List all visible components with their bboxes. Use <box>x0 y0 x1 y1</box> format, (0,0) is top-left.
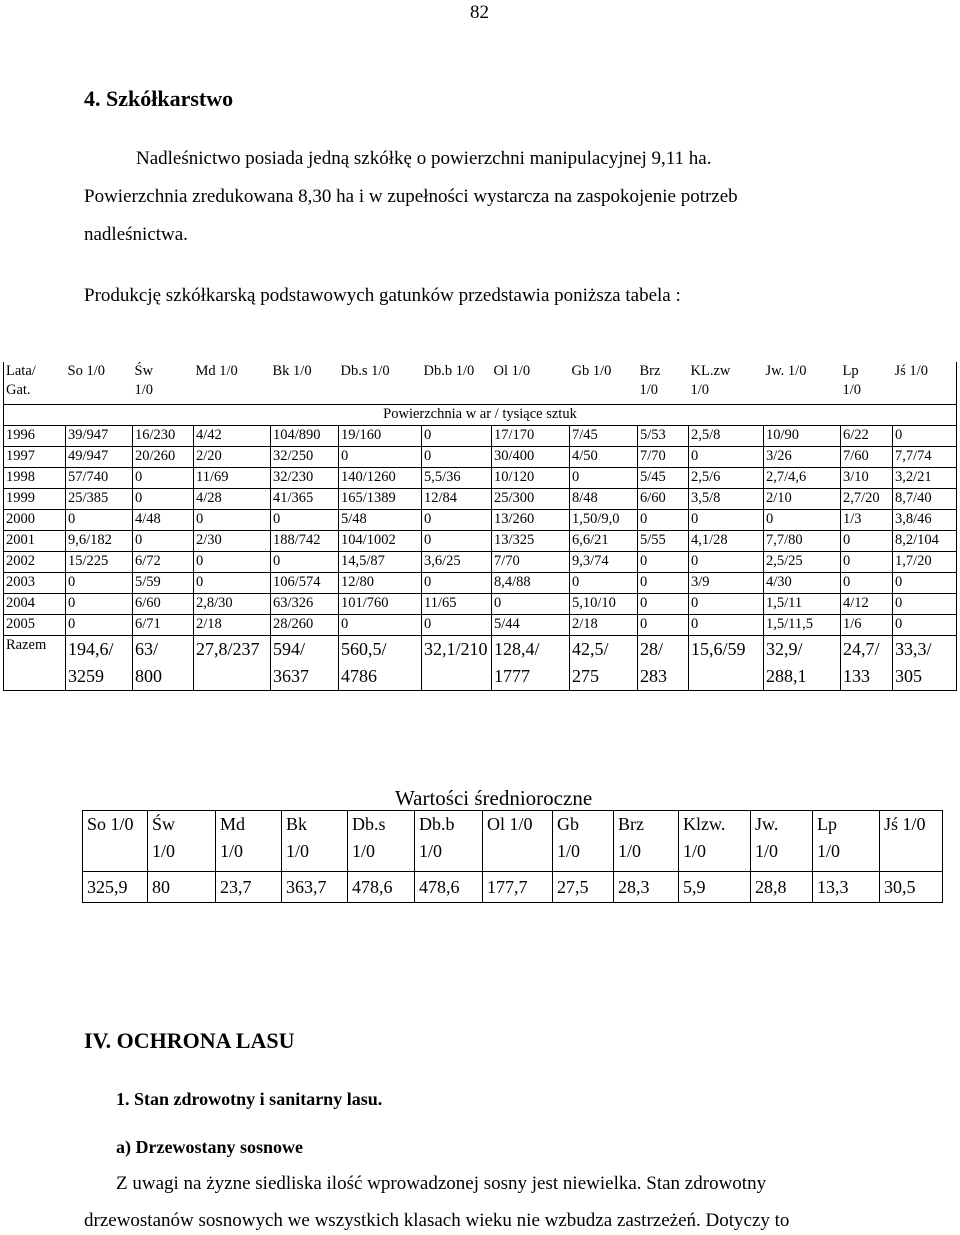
cell-line: 32,9/ <box>766 639 803 659</box>
table-cell: 11/69 <box>194 468 271 489</box>
averages-header-cell <box>415 811 483 872</box>
table-cell: 4,1/28 <box>689 531 764 552</box>
table-cell: 2/20 <box>194 447 271 468</box>
table-cell: 25/300 <box>492 489 570 510</box>
cell-line: Db.s <box>352 814 386 834</box>
table-cell: 2/30 <box>194 531 271 552</box>
table-cell: 5/55 <box>638 531 689 552</box>
averages-header-cell <box>348 811 415 872</box>
table-cell: 0 <box>422 447 492 468</box>
production-table-body <box>4 362 957 691</box>
cell-line: Ol 1/0 <box>487 814 533 834</box>
table-cell: 2/18 <box>194 615 271 636</box>
cell-line: Gat. <box>6 382 31 398</box>
header-cell <box>194 362 271 405</box>
table-cell: 39/947 <box>66 426 133 447</box>
header-cell <box>271 362 339 405</box>
table-cell: 10/120 <box>492 468 570 489</box>
cell-line: 28/ <box>640 639 664 659</box>
table-cell: 2,7/20 <box>841 489 893 510</box>
table-cell: 1/3 <box>841 510 893 531</box>
table-row <box>4 447 957 468</box>
table-cell: 0 <box>689 594 764 615</box>
header-cell <box>764 362 841 405</box>
total-cell <box>841 636 893 691</box>
header-cell <box>570 362 638 405</box>
table-cell: 1,5/11 <box>764 594 841 615</box>
table-cell: 3/9 <box>689 573 764 594</box>
cell-line: Klzw. <box>683 814 726 834</box>
total-cell <box>271 636 339 691</box>
table-cell: 32/250 <box>271 447 339 468</box>
cell-line: 1/0 <box>690 382 710 398</box>
table-cell: 0 <box>492 594 570 615</box>
subheader-cell: Powierzchnia w ar / tysiące sztuk <box>4 405 957 426</box>
cell-line: Św <box>134 363 154 379</box>
table-cell: 19/160 <box>339 426 422 447</box>
cell-line: 1/0 <box>842 382 862 398</box>
cell-line: 1/0 <box>618 841 642 861</box>
cell-line: 1/0 <box>286 841 310 861</box>
table-cell: 8,7/40 <box>893 489 957 510</box>
table-cell: 0 <box>422 531 492 552</box>
table-cell: 0 <box>66 573 133 594</box>
table-cell: 12/80 <box>339 573 422 594</box>
table-cell: 7,7/80 <box>764 531 841 552</box>
averages-value-cell: 5,9 <box>679 872 751 903</box>
table-cell: 3,6/25 <box>422 552 492 573</box>
year-cell: 2005 <box>4 615 66 636</box>
table-cell: 0 <box>422 615 492 636</box>
table-cell: 13/260 <box>492 510 570 531</box>
table-cell: 13/325 <box>492 531 570 552</box>
cell-line: 1/0 <box>419 841 443 861</box>
cell-line: Db.s 1/0 <box>340 363 390 379</box>
table-cell: 0 <box>133 531 194 552</box>
averages-value-cell: 80 <box>148 872 216 903</box>
averages-header-cell <box>216 811 282 872</box>
header-cell <box>841 362 893 405</box>
table-cell: 6/72 <box>133 552 194 573</box>
table-cell: 4/48 <box>133 510 194 531</box>
table-cell: 0 <box>339 447 422 468</box>
year-cell: 1996 <box>4 426 66 447</box>
table-cell: 12/84 <box>422 489 492 510</box>
averages-value-cell: 23,7 <box>216 872 282 903</box>
table-cell: 101/760 <box>339 594 422 615</box>
table-row <box>4 510 957 531</box>
table-cell: 188/742 <box>271 531 339 552</box>
table-cell: 5,10/10 <box>570 594 638 615</box>
table-cell: 4/42 <box>194 426 271 447</box>
averages-value-row <box>83 872 943 903</box>
cell-line: Razem <box>6 637 47 653</box>
averages-value-cell: 478,6 <box>348 872 415 903</box>
total-cell <box>66 636 133 691</box>
cell-line: 560,5/ <box>341 639 387 659</box>
averages-header-cell <box>880 811 943 872</box>
cell-line: 33,3/ <box>895 639 932 659</box>
header-cell <box>422 362 492 405</box>
header-cell <box>4 362 66 405</box>
cell-line: 27,8/237 <box>196 639 260 659</box>
table-cell: 7/70 <box>638 447 689 468</box>
cell-line: 288,1 <box>766 666 807 686</box>
table-cell: 8,4/88 <box>492 573 570 594</box>
year-cell: 2001 <box>4 531 66 552</box>
year-cell: 1997 <box>4 447 66 468</box>
table-cell: 0 <box>893 573 957 594</box>
year-cell: 2004 <box>4 594 66 615</box>
table-cell: 5/53 <box>638 426 689 447</box>
averages-value-cell: 177,7 <box>483 872 553 903</box>
cell-line: Jw. 1/0 <box>765 363 807 379</box>
cell-line: So 1/0 <box>67 363 105 379</box>
paragraph-line: Powierzchnia zredukowana 8,30 ha i w zupełności wystarcza na zaspokojenie potrzeb <box>84 186 738 207</box>
table-cell: 0 <box>133 489 194 510</box>
table-cell: 0 <box>133 468 194 489</box>
cell-line: Md 1/0 <box>195 363 238 379</box>
year-cell: 2000 <box>4 510 66 531</box>
section-title: 4. Szkółkarstwo <box>84 86 234 111</box>
table-cell: 0 <box>66 594 133 615</box>
cell-line: Jś 1/0 <box>894 363 928 379</box>
table-cell: 2,7/4,6 <box>764 468 841 489</box>
cell-line: Ol 1/0 <box>493 363 531 379</box>
averages-value-cell: 30,5 <box>880 872 943 903</box>
cell-line: 1/0 <box>557 841 581 861</box>
table-cell: 0 <box>570 468 638 489</box>
table-cell: 0 <box>689 447 764 468</box>
cell-line: Jś 1/0 <box>884 814 926 834</box>
table-cell: 0 <box>689 552 764 573</box>
averages-header-cell <box>553 811 614 872</box>
averages-table <box>82 810 943 903</box>
cell-line: 305 <box>895 666 922 686</box>
table-cell: 10/90 <box>764 426 841 447</box>
table-cell: 2/18 <box>570 615 638 636</box>
header-cell <box>638 362 689 405</box>
table-cell: 20/260 <box>133 447 194 468</box>
total-cell <box>422 636 492 691</box>
averages-header-cell <box>282 811 348 872</box>
averages-value-cell: 478,6 <box>415 872 483 903</box>
table-row <box>4 552 957 573</box>
cell-line: Jw. <box>755 814 779 834</box>
table-cell: 0 <box>422 426 492 447</box>
table-cell: 30/400 <box>492 447 570 468</box>
subsection-title: 1. Stan zdrowotny i sanitarny lasu. <box>116 1089 383 1109</box>
table-cell: 0 <box>271 510 339 531</box>
cell-line: 283 <box>640 666 667 686</box>
table-cell: 0 <box>271 552 339 573</box>
table-cell: 165/1389 <box>339 489 422 510</box>
production-table <box>3 362 957 691</box>
cell-line: 1/0 <box>755 841 779 861</box>
header-cell <box>339 362 422 405</box>
table-cell: 6/71 <box>133 615 194 636</box>
table-cell: 0 <box>66 510 133 531</box>
table-cell: 14,5/87 <box>339 552 422 573</box>
total-cell <box>689 636 764 691</box>
cell-line: 800 <box>135 666 162 686</box>
table-cell: 6/60 <box>133 594 194 615</box>
cell-line: 1/0 <box>220 841 244 861</box>
body-line: drzewostanów sosnowych we wszystkich klasach wieku nie wzbudza zastrzeżeń. Dotyczy to <box>84 1210 790 1231</box>
cell-line: 42,5/ <box>572 639 609 659</box>
header-cell <box>893 362 957 405</box>
table-cell: 0 <box>893 615 957 636</box>
averages-value-cell: 325,9 <box>83 872 148 903</box>
table-cell: 25/385 <box>66 489 133 510</box>
total-cell <box>570 636 638 691</box>
table-cell: 0 <box>689 615 764 636</box>
table-cell: 3,8/46 <box>893 510 957 531</box>
total-cell <box>133 636 194 691</box>
table-cell: 0 <box>893 594 957 615</box>
table-cell: 1/6 <box>841 615 893 636</box>
table-cell: 2,5/25 <box>764 552 841 573</box>
table-cell: 0 <box>638 552 689 573</box>
body-line: Z uwagi na żyzne siedliska ilość wprowadzonej sosny jest niewielka. Stan zdrowotny <box>116 1173 767 1194</box>
year-cell: 2002 <box>4 552 66 573</box>
table-cell: 1,50/9,0 <box>570 510 638 531</box>
averages-header-cell <box>83 811 148 872</box>
cell-line: Brz <box>639 363 661 379</box>
table-cell: 5,5/36 <box>422 468 492 489</box>
table-cell: 6,6/21 <box>570 531 638 552</box>
table-cell: 4/28 <box>194 489 271 510</box>
total-label <box>4 636 66 691</box>
header-cell <box>66 362 133 405</box>
table-cell: 0 <box>194 573 271 594</box>
table-cell: 0 <box>764 510 841 531</box>
table-cell: 0 <box>66 615 133 636</box>
table-row <box>4 573 957 594</box>
table-cell: 140/1260 <box>339 468 422 489</box>
table-cell: 6/60 <box>638 489 689 510</box>
averages-value-cell: 363,7 <box>282 872 348 903</box>
averages-header-cell <box>679 811 751 872</box>
table-cell: 0 <box>194 510 271 531</box>
cell-line: 275 <box>572 666 599 686</box>
table-cell: 4/30 <box>764 573 841 594</box>
table-cell: 1,7/20 <box>893 552 957 573</box>
total-cell <box>764 636 841 691</box>
averages-value-cell: 27,5 <box>553 872 614 903</box>
cell-line: 15,6/59 <box>691 639 746 659</box>
table-cell: 16/230 <box>133 426 194 447</box>
table-cell: 2,8/30 <box>194 594 271 615</box>
cell-line: Db.b 1/0 <box>423 363 475 379</box>
table-cell: 5/59 <box>133 573 194 594</box>
cell-line: 3637 <box>273 666 309 686</box>
cell-line: 1/0 <box>352 841 376 861</box>
cell-line: 1/0 <box>639 382 659 398</box>
cell-line: KL.zw <box>690 363 731 379</box>
cell-line: Db.b <box>419 814 455 834</box>
cell-line: 1/0 <box>134 382 154 398</box>
header-row <box>4 362 957 405</box>
table-cell: 0 <box>422 573 492 594</box>
table-cell: 7/45 <box>570 426 638 447</box>
table-cell: 104/1002 <box>339 531 422 552</box>
averages-value-cell: 28,3 <box>614 872 679 903</box>
cell-line: Md <box>220 814 246 834</box>
header-cell <box>689 362 764 405</box>
table-row <box>4 426 957 447</box>
table-row <box>4 489 957 510</box>
table-cell: 3/26 <box>764 447 841 468</box>
table-cell: 0 <box>638 594 689 615</box>
table-cell: 4/50 <box>570 447 638 468</box>
cell-line: 1/0 <box>152 841 176 861</box>
cell-line: Brz <box>618 814 644 834</box>
table-cell: 7/60 <box>841 447 893 468</box>
page-number: 82 <box>470 2 489 23</box>
table-cell: 7/70 <box>492 552 570 573</box>
averages-header-cell <box>751 811 813 872</box>
table-cell: 0 <box>570 573 638 594</box>
table-cell: 0 <box>194 552 271 573</box>
averages-value-cell: 13,3 <box>813 872 880 903</box>
paragraph-line: Produkcję szkółkarską podstawowych gatunków przedstawia poniższa tabela : <box>84 285 681 306</box>
averages-header-cell <box>614 811 679 872</box>
table-cell: 0 <box>638 510 689 531</box>
total-cell <box>492 636 570 691</box>
cell-line: Bk <box>286 814 308 834</box>
table-row <box>4 594 957 615</box>
table-cell: 4/12 <box>841 594 893 615</box>
table-row <box>4 531 957 552</box>
cell-line: 1/0 <box>683 841 707 861</box>
table-cell: 8/48 <box>570 489 638 510</box>
cell-line: 32,1/210 <box>424 639 488 659</box>
table-cell: 9,6/182 <box>66 531 133 552</box>
averages-header-cell <box>813 811 880 872</box>
table-cell: 104/890 <box>271 426 339 447</box>
subsubsection-title: a) Drzewostany sosnowe <box>116 1137 303 1157</box>
cell-line: Lp <box>842 363 859 379</box>
cell-line: 194,6/ <box>68 639 114 659</box>
cell-line: 4786 <box>341 666 377 686</box>
cell-line: 594/ <box>273 639 306 659</box>
table-cell: 0 <box>339 615 422 636</box>
table-cell: 0 <box>422 510 492 531</box>
table-cell: 106/574 <box>271 573 339 594</box>
paragraph-line: nadleśnictwa. <box>84 224 188 245</box>
table-cell: 0 <box>638 615 689 636</box>
cell-line: 133 <box>843 666 870 686</box>
table-cell: 0 <box>841 573 893 594</box>
chapter-title: IV. OCHRONA LASU <box>84 1028 295 1053</box>
table-row <box>4 615 957 636</box>
table-cell: 49/947 <box>66 447 133 468</box>
table-cell: 0 <box>689 510 764 531</box>
cell-line: Bk 1/0 <box>272 363 312 379</box>
table-cell: 2/10 <box>764 489 841 510</box>
table-cell: 8,2/104 <box>893 531 957 552</box>
year-cell: 1998 <box>4 468 66 489</box>
averages-table-body <box>83 811 943 903</box>
table-cell: 57/740 <box>66 468 133 489</box>
cell-line: 63/ <box>135 639 159 659</box>
header-cell <box>492 362 570 405</box>
total-cell <box>194 636 271 691</box>
table-row <box>4 468 957 489</box>
cell-line: 3259 <box>68 666 104 686</box>
total-cell <box>638 636 689 691</box>
year-cell: 1999 <box>4 489 66 510</box>
table-cell: 7,7/74 <box>893 447 957 468</box>
cell-line: Lp <box>817 814 837 834</box>
table-cell: 41/365 <box>271 489 339 510</box>
table-cell: 11/65 <box>422 594 492 615</box>
year-cell: 2003 <box>4 573 66 594</box>
subheader-row <box>4 405 957 426</box>
cell-line: 1/0 <box>817 841 841 861</box>
cell-line: Św <box>152 814 176 834</box>
table-cell: 3,2/21 <box>893 468 957 489</box>
table-cell: 3,5/8 <box>689 489 764 510</box>
table-cell: 0 <box>638 573 689 594</box>
header-cell <box>133 362 194 405</box>
table-cell: 0 <box>841 552 893 573</box>
table-cell: 5/44 <box>492 615 570 636</box>
cell-line: Gb 1/0 <box>571 363 612 379</box>
table-cell: 17/170 <box>492 426 570 447</box>
averages-header-row <box>83 811 943 872</box>
averages-header-cell <box>148 811 216 872</box>
table-cell: 28/260 <box>271 615 339 636</box>
cell-line: Lata/ <box>6 363 36 379</box>
table-cell: 1,5/11,5 <box>764 615 841 636</box>
table-cell: 0 <box>893 426 957 447</box>
table-cell: 0 <box>841 531 893 552</box>
cell-line: 128,4/ <box>494 639 540 659</box>
table-cell: 6/22 <box>841 426 893 447</box>
table-cell: 2,5/8 <box>689 426 764 447</box>
cell-line: Gb <box>557 814 579 834</box>
table-cell: 5/45 <box>638 468 689 489</box>
cell-line: 24,7/ <box>843 639 880 659</box>
table-cell: 15/225 <box>66 552 133 573</box>
total-cell <box>893 636 957 691</box>
table-cell: 9,3/74 <box>570 552 638 573</box>
averages-title: Wartości średnioroczne <box>395 786 593 810</box>
cell-line: So 1/0 <box>87 814 134 834</box>
averages-value-cell: 28,8 <box>751 872 813 903</box>
table-cell: 5/48 <box>339 510 422 531</box>
table-cell: 2,5/6 <box>689 468 764 489</box>
cell-line: 1777 <box>494 666 530 686</box>
averages-header-cell <box>483 811 553 872</box>
table-cell: 32/230 <box>271 468 339 489</box>
total-cell <box>339 636 422 691</box>
table-cell: 3/10 <box>841 468 893 489</box>
paragraph-line: Nadleśnictwo posiada jedną szkółkę o powierzchni manipulacyjnej 9,11 ha. <box>136 148 712 169</box>
total-row <box>4 636 957 691</box>
table-cell: 63/326 <box>271 594 339 615</box>
